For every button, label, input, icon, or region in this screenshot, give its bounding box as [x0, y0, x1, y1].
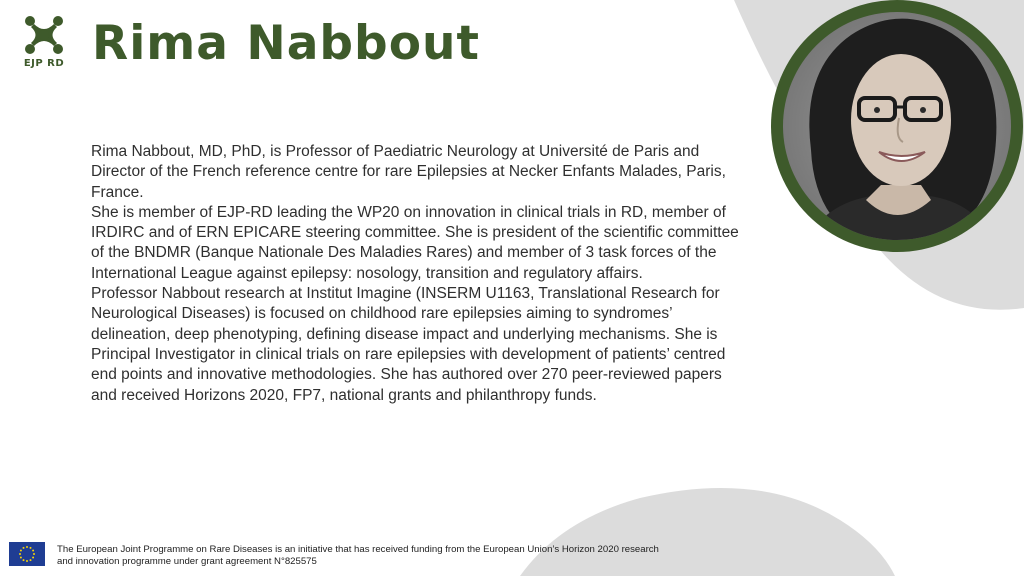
eu-flag	[9, 542, 45, 566]
ejprd-logo	[20, 14, 68, 70]
page-title: Rima Nabbout	[92, 16, 480, 71]
logo-text: EJP RD	[23, 58, 65, 69]
person-photo-icon	[771, 0, 1023, 252]
bio-paragraph: Rima Nabbout, MD, PhD, is Professor of Paediatric Neurology at Université de Paris and Director of the French reference centre for rare Epilepsies at Necker Enfants Malades, Paris, France.	[91, 143, 726, 201]
ejprd-logo-icon	[20, 14, 68, 56]
bio-paragraph: She is member of EJP-RD leading the WP20 on innovation in clinical trials in RD, member of IRDIRC and of ERN EPICARE steering committee. She is president of the scientific committee of the BNDMR (Banque Nationale Des Maladies Rares) and member of 3 task forces of the International League against epilepsy: nosology, transition and regulatory affairs.	[91, 203, 739, 282]
portrait-photo	[771, 0, 1023, 252]
bio-text	[91, 142, 751, 406]
bio-paragraph: Professor Nabbout research at Institut Imagine (INSERM U1163, Translational Research for Neurological Diseases) is focused on childhood rare epilepsies aiming to syndromes’ delineation, deep phenotyping, defining disease impact and underlying mechanisms. She is Principal Investigator in clinical trials on rare epilepsies with development of patients’ centred end points and innovative methodologies. She has authored over 270 peer-reviewed papers and received Horizons 2020, FP7, national grants and philanthropy funds.	[91, 285, 726, 404]
eu-flag-icon	[9, 542, 45, 566]
funding-statement: The European Joint Programme on Rare Diseases is an initiative that has received funding from the European Union’s Horizon 2020 research and innovation programme under grant agreement N°825575	[57, 544, 659, 567]
